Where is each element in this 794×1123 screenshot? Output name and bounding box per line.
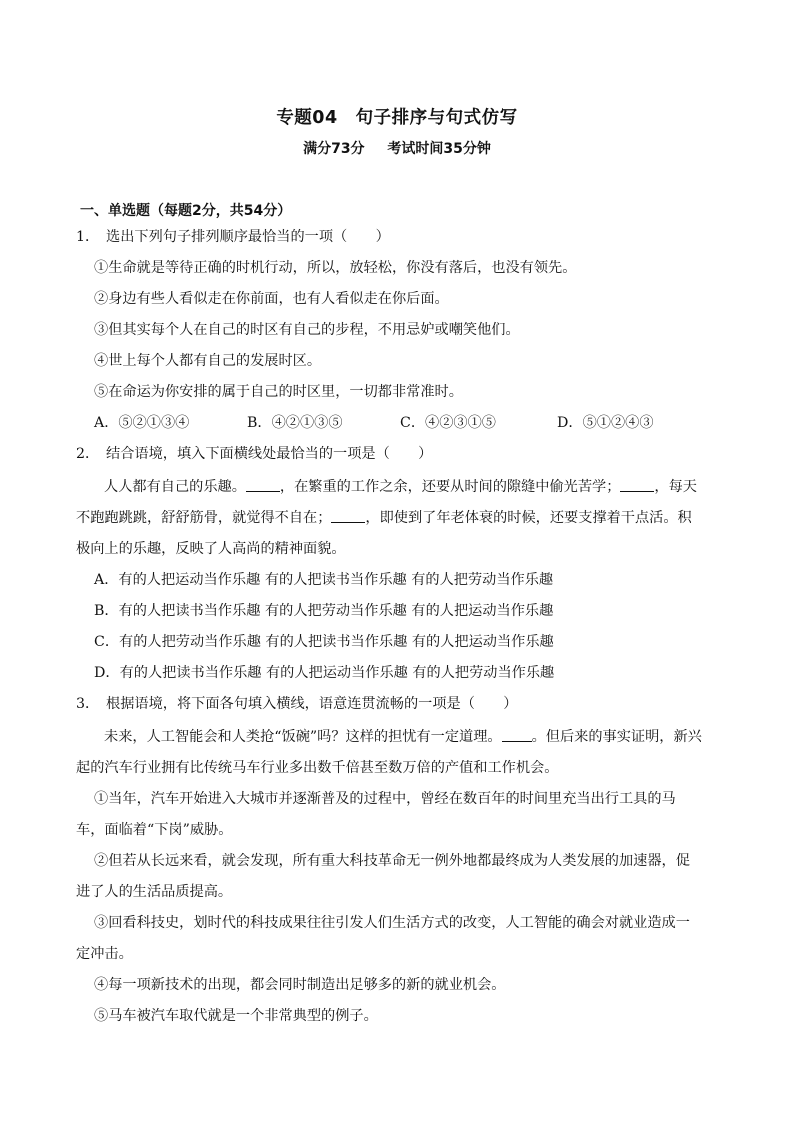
q3-sentence-2a: ②但若从长远来看，就会发现，所有重大科技革命无一例外地都最终成为人类发展的加速器，促 xyxy=(94,853,690,869)
question-number: 3． xyxy=(76,696,100,712)
question-text: 选出下列句子排列顺序最恰当的一项（ ） xyxy=(106,229,390,245)
q3-passage-line-2: 起的汽车行业拥有比传统马车行业多出数千倍甚至数万倍的产值和工作机会。 xyxy=(76,760,559,776)
passage-text: ，每天 xyxy=(654,479,697,495)
answer-blank xyxy=(246,477,280,492)
q3-sentence-1a: ①当年，汽车开始进入大城市并逐渐普及的过程中，曾经在数百年的时间里充当出行工具的马 xyxy=(94,791,676,807)
section-heading: 一、单选题（每题2分，共54分） xyxy=(80,203,292,219)
q1-sentence-4: ④世上每个人都有自己的发展时区。 xyxy=(94,353,322,369)
exam-info: 满分73分 考试时间35分钟 xyxy=(303,141,491,157)
option-b[interactable]: B．④②①③⑤ xyxy=(247,415,343,431)
answer-blank xyxy=(620,477,654,492)
q1-sentence-3: ③但其实每个人在自己的时区有自己的步程，不用忌妒或嘲笑他们。 xyxy=(94,322,520,338)
q3-sentence-1b: 车，面临着“下岗”威胁。 xyxy=(76,822,233,838)
q1-options xyxy=(94,413,654,433)
page-title: 专题04 句子排序与句式仿写 xyxy=(276,108,518,128)
passage-text: ，在繁重的工作之余，还要从时间的隙缝中偷光苦学； xyxy=(279,479,621,495)
passage-text: 。但后来的事实证明，新兴 xyxy=(531,729,702,745)
passage-text: 人人都有自己的乐趣。 xyxy=(104,479,246,495)
question-1-stem xyxy=(76,227,390,247)
q3-sentence-5: ⑤马车被汽车取代就是一个非常典型的例子。 xyxy=(94,1008,378,1024)
option-a[interactable]: A．⑤②①③④ xyxy=(94,415,190,431)
q3-sentence-3a: ③回看科技史，划时代的科技成果往往引发人们生活方式的改变，人工智能的确会对就业造成一 xyxy=(94,915,690,931)
q2-passage-line-2 xyxy=(76,508,692,528)
answer-blank xyxy=(502,727,532,742)
q2-passage-line-1 xyxy=(104,477,697,497)
passage-text: ，即使到了年老体衰的时候，还要支撑着干点活。积 xyxy=(365,510,692,526)
q3-sentence-3b: 定冲击。 xyxy=(76,946,133,962)
q2-option-b[interactable]: B．有的人把读书当作乐趣 有的人把劳动当作乐趣 有的人把运动当作乐趣 xyxy=(94,603,554,619)
question-text: 根据语境，将下面各句填入横线，语意连贯流畅的一项是（ ） xyxy=(106,696,518,712)
q1-sentence-1: ①生命就是等待正确的时机行动，所以，放轻松，你没有落后，也没有领先。 xyxy=(94,260,577,276)
question-2-stem xyxy=(76,444,432,464)
q2-option-a[interactable]: A．有的人把运动当作乐趣 有的人把读书当作乐趣 有的人把劳动当作乐趣 xyxy=(94,572,554,588)
q2-option-d[interactable]: D．有的人把读书当作乐趣 有的人把运动当作乐趣 有的人把劳动当作乐趣 xyxy=(94,665,555,681)
question-text: 结合语境，填入下面横线处最恰当的一项是（ ） xyxy=(106,446,433,462)
question-number: 1． xyxy=(76,229,100,245)
q3-sentence-2b: 进了人的生活品质提高。 xyxy=(76,884,233,900)
option-d[interactable]: D．⑤①②④③ xyxy=(557,415,654,431)
q3-passage-line-1 xyxy=(104,727,702,747)
passage-text: 不跑跑跳跳，舒舒筋骨，就觉得不自在； xyxy=(76,510,332,526)
question-number: 2． xyxy=(76,446,100,462)
q2-option-c[interactable]: C．有的人把劳动当作乐趣 有的人把读书当作乐趣 有的人把运动当作乐趣 xyxy=(94,634,554,650)
q1-sentence-2: ②身边有些人看似走在你前面，也有人看似走在你后面。 xyxy=(94,291,449,307)
q3-sentence-4: ④每一项新技术的出现，都会同时制造出足够多的新的就业机会。 xyxy=(94,977,506,993)
question-3-stem xyxy=(76,694,517,714)
passage-text: 未来，人工智能会和人类抢“饭碗”吗？这样的担忧有一定道理。 xyxy=(104,729,502,745)
q1-sentence-5: ⑤在命运为你安排的属于自己的时区里，一切都非常准时。 xyxy=(94,384,463,400)
option-c[interactable]: C．④②③①⑤ xyxy=(400,415,496,431)
answer-blank xyxy=(331,508,365,523)
q2-passage-line-3: 极向上的乐趣，反映了人高尚的精神面貌。 xyxy=(76,541,346,557)
